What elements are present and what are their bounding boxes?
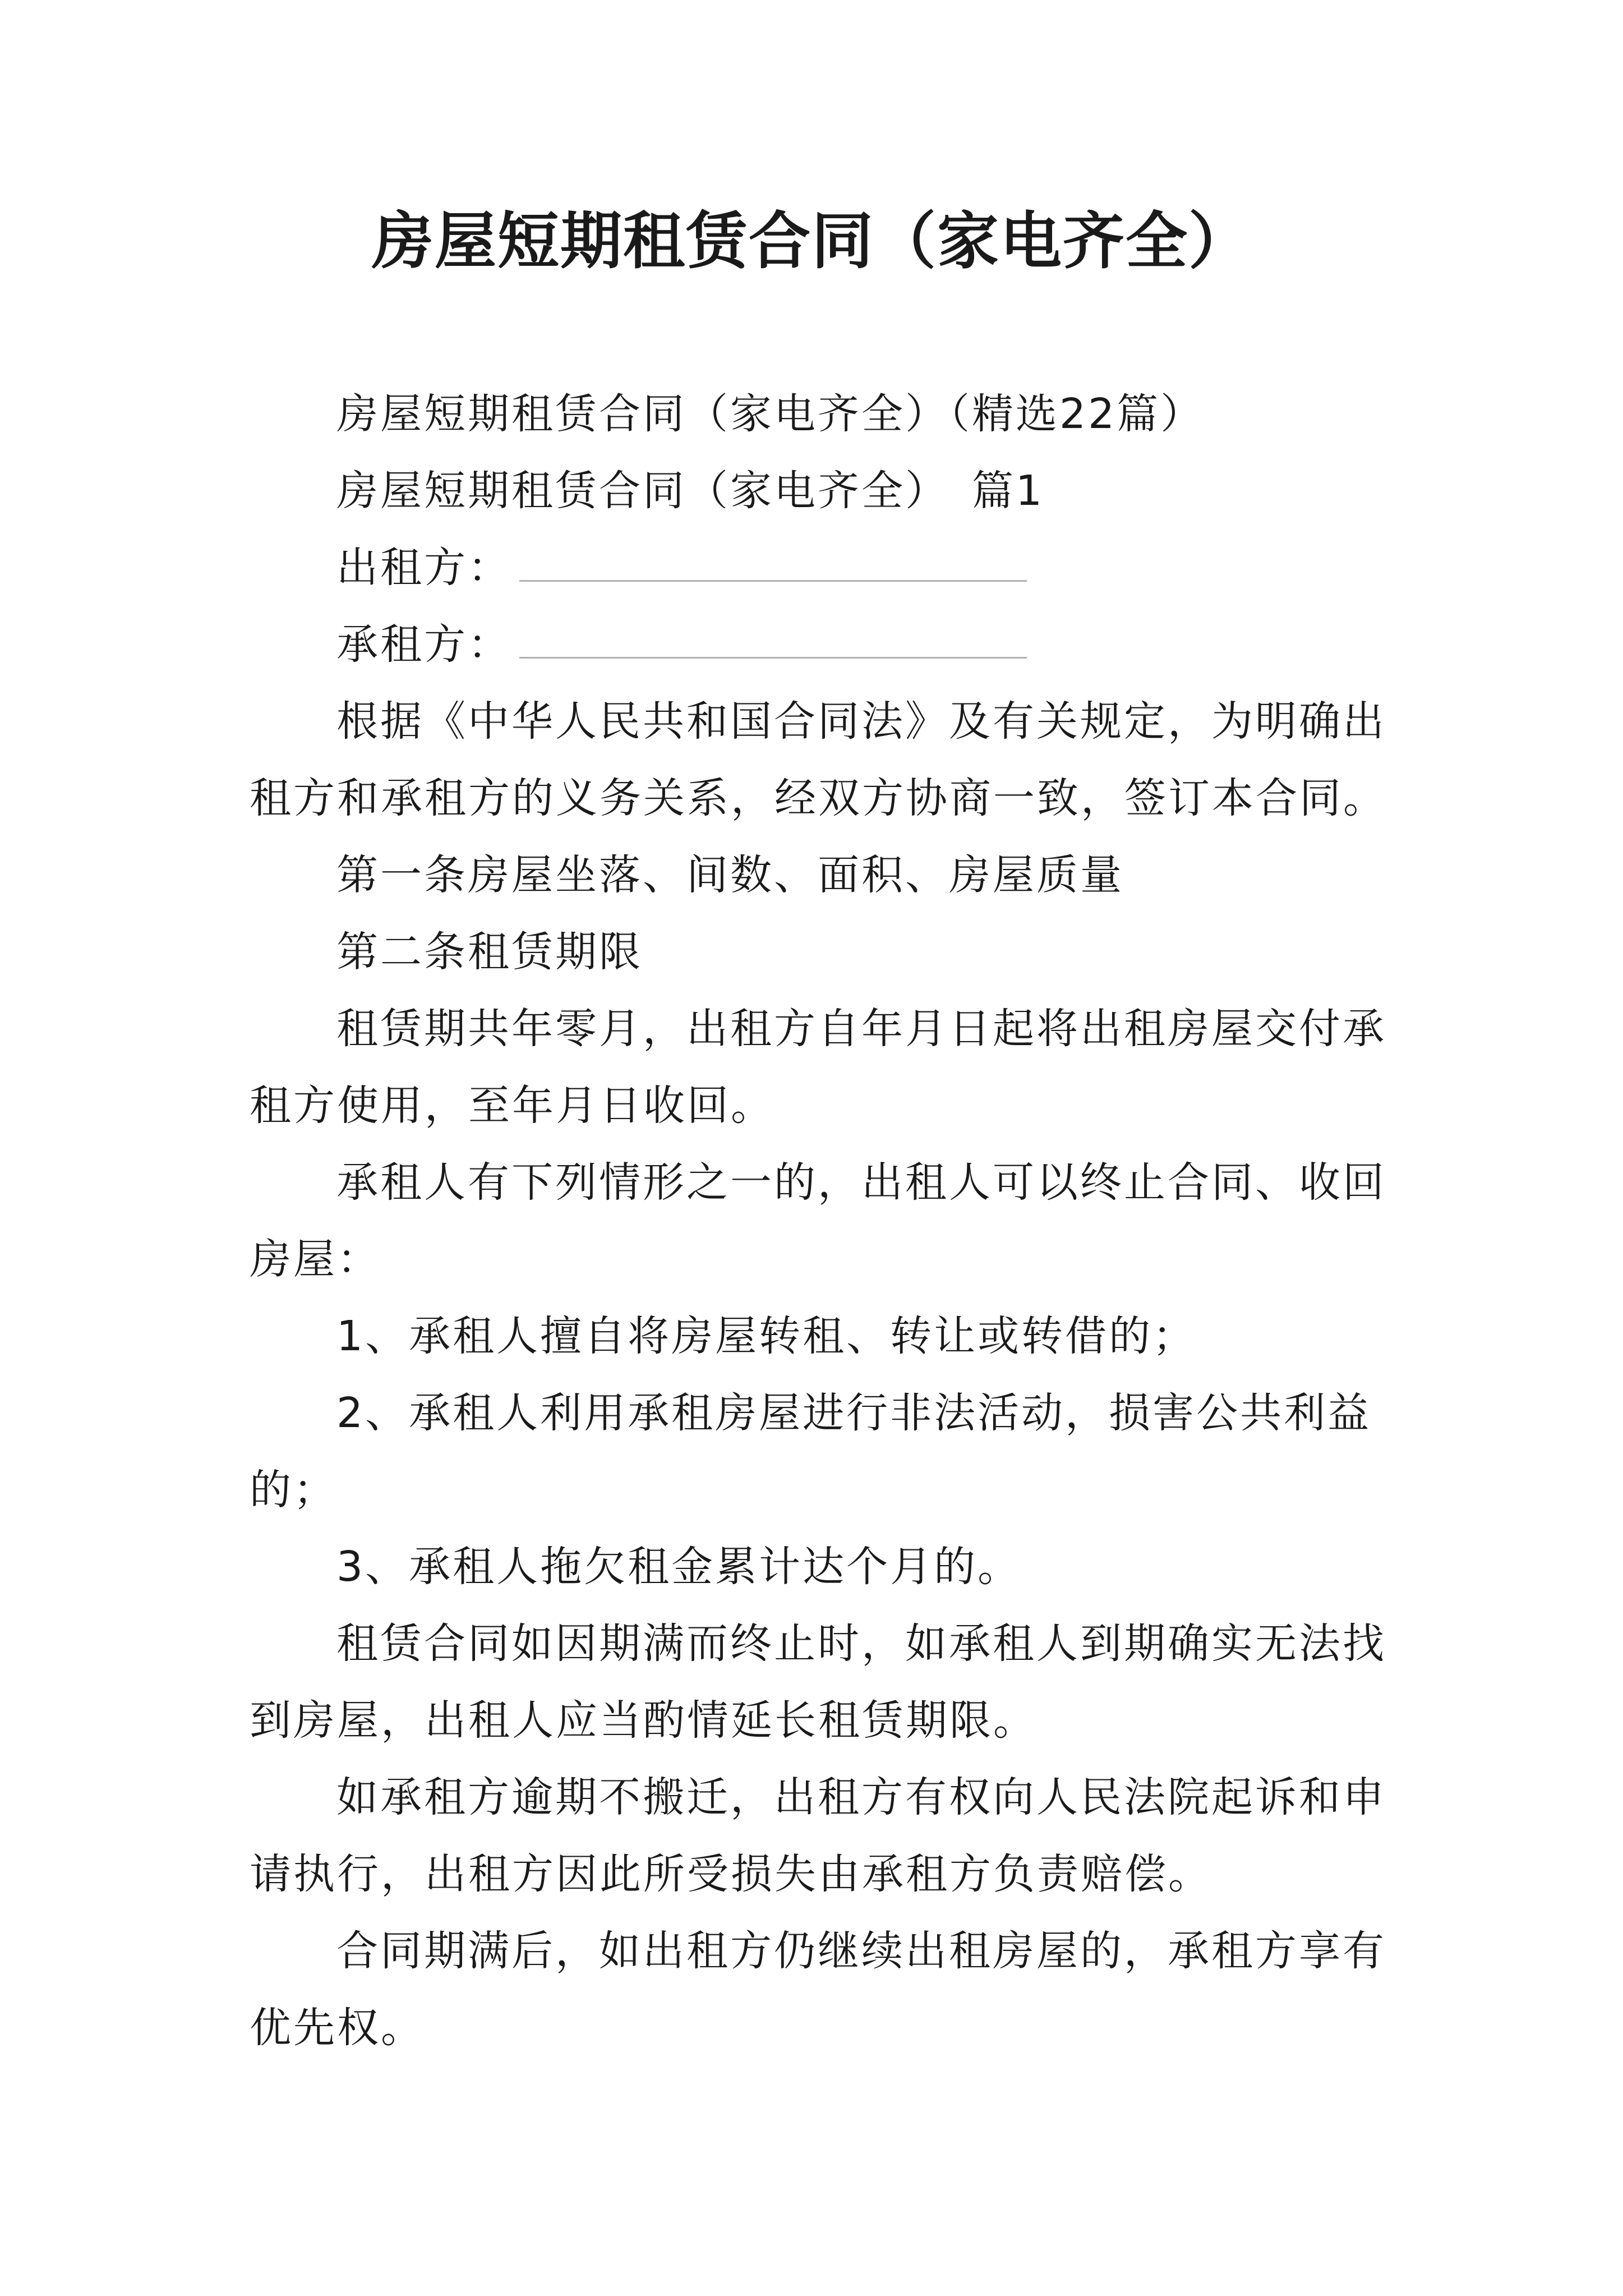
document-body	[250, 376, 1416, 2067]
lessor-blank-line	[519, 579, 1027, 582]
list-item: 1、承租人擅自将房屋转租、转让或转借的；	[336, 1312, 1197, 1360]
paragraph: 租赁合同如因期满而终止时，如承租人到期确实无法找到房屋，出租人应当酌情延长租赁期限。	[250, 1619, 1386, 1745]
paragraph: 根据《中华人民共和国合同法》及有关规定，为明确出租方和承租方的义务关系，经双方协商一致，签订本合同。	[250, 697, 1387, 822]
list-item: 2、承租人利用承租房屋进行非法活动，损害公共利益的；	[250, 1389, 1372, 1514]
lessee-line	[250, 606, 1416, 683]
paragraph: 合同期满后，如出租方仍继续出租房屋的，承租方享有优先权。	[250, 1927, 1386, 2052]
document-title: 房屋短期租赁合同（家电齐全）	[372, 205, 1251, 277]
paragraph: 承租人有下列情形之一的，出租人可以终止合同、收回房屋：	[250, 1158, 1386, 1283]
section-heading: 房屋短期租赁合同（家电齐全） 篇1	[336, 467, 1045, 515]
paragraph: 租赁期共年零月，出租方自年月日起将出租房屋交付承租方使用，至年月日收回。	[250, 1005, 1386, 1130]
lessee-label: 承租方：	[336, 620, 511, 669]
clause-heading: 第二条租赁期限	[336, 928, 643, 976]
lessor-line	[250, 530, 1416, 606]
paragraph: 如承租方逾期不搬迁，出租方有权向人民法院起诉和申请执行，出租方因此所受损失由承租方负责赔偿。	[250, 1773, 1386, 1898]
document-subtitle: 房屋短期租赁合同（家电齐全）（精选22篇）	[336, 390, 1205, 438]
lessee-blank-line	[519, 656, 1027, 659]
lessor-label: 出租方：	[336, 544, 511, 592]
list-item: 3、承租人拖欠租金累计达个月的。	[336, 1543, 1022, 1591]
clause-heading: 第一条房屋坐落、间数、面积、房屋质量	[336, 851, 1124, 899]
